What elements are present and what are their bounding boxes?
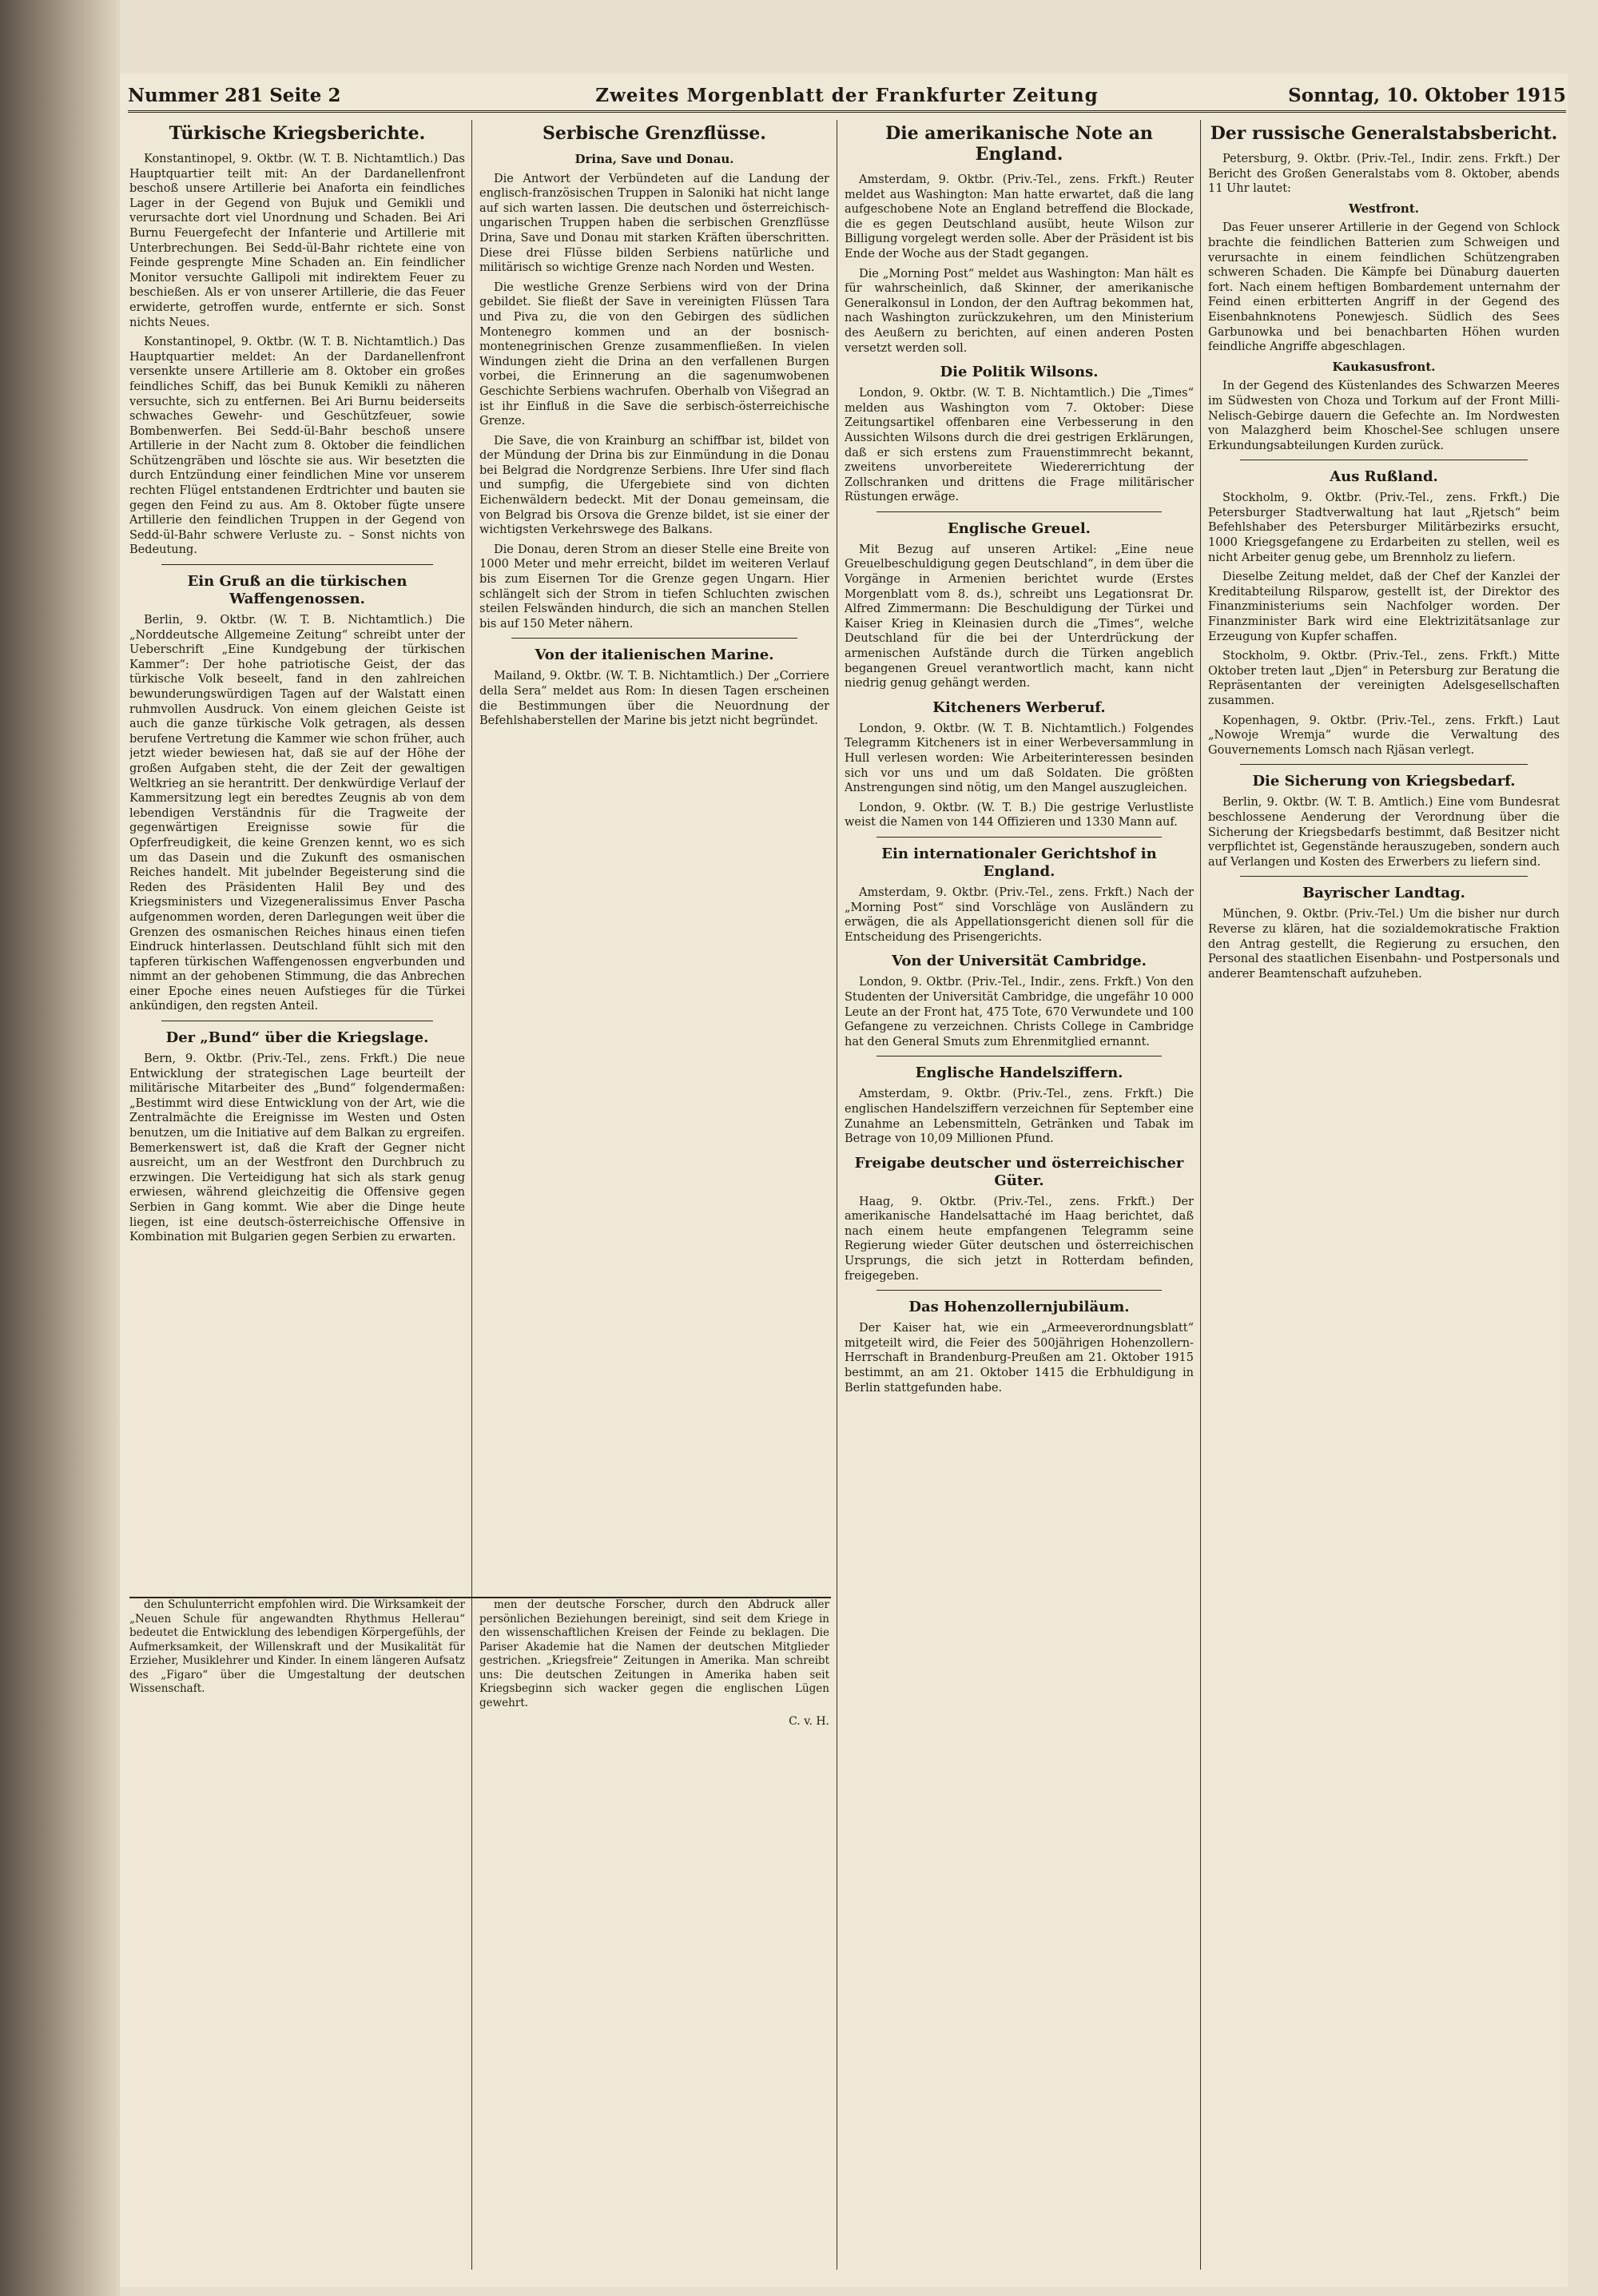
feuilleton-column-1 [129,1598,465,2270]
author-signature: C. v. H. [789,1715,829,1728]
divider [877,1290,1162,1291]
column-rule [471,120,472,2270]
book-binding [0,0,120,2296]
newspaper-title: Zweites Morgenblatt der Frankfurter Zeitung [595,85,1099,106]
column-2 [479,120,829,1578]
article-title: Aus Rußland. [1330,468,1438,486]
article-title: Bayrischer Landtag. [1302,885,1465,902]
article-paragraph: London, 9. Oktbr. (W. T. B. Nichtamtlich.) Folgendes Telegramm Kitcheners ist in einer Werbeversammlung in Hull verlesen worden: Wie Arbeiterinteressen besinden sich vor uns und um daß Soldaten. Die größten Anstrengungen sind nötig, um den Mangel auszugleichen. [845,722,1194,795]
article-paragraph: Die Antwort der Verbündeten auf die Landung der englisch-französischen Truppen in Saloniki hat nicht lange auf sich warten lassen. Die deutschen und österreichisch-ungarischen Truppen haben die serbischen Grenzflüsse Drina, Save und Donau mit starken Kräften überschritten. Diese drei Flüsse bilden Serbiens natürliche und militärisch so wichtige Grenze nach Norden und Westen. [479,172,829,275]
article-subtitle: Drina, Save und Donau. [574,152,734,166]
article-title: Die amerikanische Note an England. [885,123,1153,165]
article-paragraph: Der Kaiser hat, wie ein „Armeeverordnungsblatt“ mitgeteilt wird, die Feier des 500jährigen Hohenzollern-Herrschaft in Brandenburg-Preußen am 21. Oktober 1915 bestimmt, an am 21. Oktober 1415 die Erbhuldigung in Berlin stattgefunden habe. [845,1322,1194,1395]
page-header [128,80,1566,113]
article-title: Die Sicherung von Kriegsbedarf. [1252,773,1516,790]
article-title: Ein internationaler Gerichtshof in England. [881,845,1157,880]
column-3 [845,120,1194,2270]
article-paragraph: Konstantinopel, 9. Oktbr. (W. T. B. Nichtamtlich.) Das Hauptquartier meldet: An der Dardanellenfront versenkte unsere Artillerie am 8. Oktober ein großes feindliches Schiff, das bei Bunuk Kemikli zu näheren versuchte, sich zu entfernen. Bei Ari Burnu beiderseits schwaches Gewehr- und Geschützfeuer, sowie Bombenwerfen. Bei Sedd-ül-Bahr beschoß unsere Artillerie in der Nacht zum 8. Oktober die feindlichen Schützengräben und löschte sie aus. Wir besetzten die durch Entzündung einer feindlichen Mine vor unserem rechten Flügel entstandenen Erdtrichter und bauten sie gegen den Feind zu aus. Am 8. Oktober fügte unsere Artillerie den feindlichen Truppen in der Gegend von Sedd-ül-Bahr schwere Verluste zu. – Sonst nichts von Bedeutung. [129,336,465,557]
column-1 [129,120,465,1578]
article-title: Freigabe deutscher und österreichischer Güter. [854,1154,1184,1189]
article-paragraph: Konstantinopel, 9. Oktbr. (W. T. B. Nichtamtlich.) Das Hauptquartier teilt mit: An der Dardanellenfront beschoß unsere Artillerie bei Anaforta ein feindliches Lager in der Gegend von Bujuk und Gemikli und verursachte dort viel Unordnung und Schaden. Bei Ari Burnu Feuergefecht der Infanterie und Artillerie mit Unterbrechungen. Bei Sedd-ül-Bahr richtete eine von Feinde gesprengte Mine Schaden an. Ein feindlicher Monitor versuchte Gallipoli mit indirektem Feuer zu beschießen. Als er von unserer Artillerie, die das Feuer erwiderte, getroffen wurde, entfernte er sich. Sonst nichts Neues. [129,153,465,329]
article-paragraph: In der Gegend des Küstenlandes des Schwarzen Meeres im Südwesten von Choza und Torkum auf der Front Milli-Nelisch-Gebirge dauern die Gefechte an. Im Nordwesten von Malazgherd beim Khoschel-See schlugen unsere Erkundungsabteilungen Kurden zurück. [1208,380,1560,452]
article-title: Serbische Grenzflüsse. [543,123,766,144]
column-rule [1200,120,1201,2270]
article-paragraph: Berlin, 9. Oktbr. (W. T. B. Amtlich.) Eine vom Bundesrat beschlossene Aenderung der Verordnung über die Sicherung der Kriegsbedarfs bestimmt, daß Besitzer nicht verpflichtet ist, Gegenstände herauszugeben, sondern auch auf Verlangen und Kosten des Erwerbers zu liefern sind. [1208,796,1560,869]
article-paragraph: Mit Bezug auf unseren Artikel: „Eine neue Greuelbeschuldigung gegen Deutschland“, in dem über die Vorgänge in Armenien berichtet wurde (Erstes Morgenblatt vom 8. ds.), schreibt uns Legationsrat Dr. Alfred Zimmermann: Die Beschuldigung der Türkei und Kaiser Krieg in Kleinasien durch die „Times“, welche Deutschland für die bei der Unterdrückung der armenischen Aufstände durch die Türken angeblich begangenen Greuel verantwortlich macht, kann nicht niedrig genug gehängt werden. [845,543,1194,690]
issue-number: Nummer 281 Seite 2 [128,85,341,106]
article-title: Englische Handelsziffern. [915,1064,1123,1082]
article-title: Das Hohenzollernjubiläum. [908,1299,1130,1316]
article-paragraph: London, 9. Oktbr. (W. T. B. Nichtamtlich.) Die „Times“ melden aus Washington vom 7. Oktober: Diese Zeitungsartikel offenbaren eine Verbesserung in den Aussichten Wilsons durch die drei gestrigen Erklärungen, daß er sich erstens zum Frauenstimmrecht bekannt, zweitens unvorbereitete Wiedererrichtung der Zollschranken und drittens die Frage militärischer Rüstungen erwäge. [845,387,1194,504]
section-heading: Westfront. [1349,201,1419,216]
article-paragraph: Die Donau, deren Strom an dieser Stelle eine Breite von 1000 Meter und mehr erreicht, bildet im weiteren Verlauf bis zum Eisernen Tor die Grenze gegen Ungarn. Hier schlängelt sich der Strom in tiefen Schluchten zwischen steilen Felswänden hindurch, die sich an manchen Stellen bis auf 150 Meter nähern. [479,543,829,631]
article-paragraph: Mailand, 9. Oktbr. (W. T. B. Nichtamtlich.) Der „Corriere della Sera“ meldet aus Rom: In diesen Tagen erscheinen die Bestimmungen über die Neuordnung der Befehlshaberstellen der Marine bis jetzt nicht begründet. [479,670,829,728]
article-paragraph: Stockholm, 9. Oktbr. (Priv.-Tel., zens. Frkft.) Die Petersburger Stadtverwaltung hat laut „Rjetsch“ beim Befehlshaber des Petersburger Militärbezirks ersucht, 1000 Kriegsgefangene zu Erdarbeiten zu stellen, weil es nicht Arbeiter genug gebe, um Brennholz zu liefern. [1208,491,1560,564]
section-heading: Kaukasusfront. [1332,359,1436,374]
article-paragraph: Dieselbe Zeitung meldet, daß der Chef der Kanzlei der Kreditabteilung Rilsparow, gestellt ist, der Direktor des Finanzministeriums sein Nachfolger worden. Der Finanzminister Bark wird eine Elektrizitätsanlage zur Erzeugung von Kupfer schaffen. [1208,571,1560,643]
article-paragraph: Haag, 9. Oktbr. (Priv.-Tel., zens. Frkft.) Der amerikanische Handelsattaché im Haag berichtet, daß nach einem heute empfangenen Telegramm seine Regierung wieder Güter deutschen und österreichischen Ursprungs, die sich jetzt in Rotterdam befinden, freigegeben. [845,1195,1194,1283]
divider [1240,876,1528,877]
article-title: Ein Gruß an die türkischen Waffengenossen. [187,573,407,608]
article-paragraph: Stockholm, 9. Oktbr. (Priv.-Tel., zens. Frkft.) Mitte Oktober treten laut „Djen“ in Petersburg zur Beratung die Repräsentanten der vereinigten Adelsgesellschaften zusammen. [1208,650,1560,707]
article-paragraph: Berlin, 9. Oktbr. (W. T. B. Nichtamtlich.) Die „Norddeutsche Allgemeine Zeitung“ schreibt unter der Ueberschrift „Eine Kundgebung der türkischen Kammer“: Der hohe patriotische Geist, der das türkische Volk beseelt, fand in den zahlreichen bewunderungswürdigen Tagen auf der Walstatt einen ruhmvollen Ausdruck. Von einem gleichen Geiste ist auch die ganze türkische Volk getragen, als dessen berufene Vertretung die Kammer wie schon früher, auch jetzt wieder bewiesen hat, daß sie auf der Höhe der großen Aufgaben steht, die der Zeit der gewaltigen Weltkrieg an sie herantritt. Der denkwürdige Verlauf der Kammersitzung legt ein beredtes Zeugnis ab von dem lebendigen Verständnis für die Tragweite der gegenwärtigen Ereignisse sowie für die Opferfreudigkeit, die keine Grenzen kennt, wo es sich um das Dasein und die Zukunft des osmanischen Reiches handelt. Mit jubelnder Begeisterung sind die Reden des Präsidenten Halil Bey und des Kriegsministers und Vizegeneralissimus Enver Pascha aufgenommen worden, deren Darlegungen weit über die Grenzen des osmanischen Reiches hinaus einen tiefen Eindruck hinterlassen. Deutschland fühlt sich mit den tapferen türkischen Waffengenossen engverbunden und nimmt an der gehobenen Stimmung, die das Anbrechen einer Epoche eines neuen Aufstieges für die Türkei ankündigen, den regsten Anteil. [129,614,465,1013]
divider [877,837,1162,838]
article-title: Die Politik Wilsons. [940,364,1099,381]
article-paragraph: Amsterdam, 9. Oktbr. (Priv.-Tel., zens. Frkft.) Die englischen Handelsziffern verzeichnen für September eine Zunahme an Lebensmitteln, Getränken und Tabak im Betrage von 10,09 Millionen Pfund. [845,1088,1194,1146]
article-paragraph: Die westliche Grenze Serbiens wird von der Drina gebildet. Sie fließt der Save in vereinigten Flüssen Tara und Piva zu, die von den Gebirgen des südlichen Montenegro kommen und an der bosnisch-montenegrinischen Grenze zusammenfließen. In vielen Windungen zieht die Drina an den verfallenen Burgen vorbei, die Erinnerung an die sagenumwobenen Geschichte Serbiens wachrufen. Oberhalb von Višegrad an ist ihr Einfluß in die Save die serbisch-österreichische Grenze. [479,281,829,428]
article-paragraph: Petersburg, 9. Oktbr. (Priv.-Tel., Indir. zens. Frkft.) Der Bericht des Großen Generalstabs vom 8. Oktober, abends 11 Uhr lautet: [1208,153,1560,196]
article-paragraph: Amsterdam, 9. Oktbr. (Priv.-Tel., zens. Frkft.) Nach der „Morning Post“ sind Vorschläge von Ausländern zu erwägen, die als Appellationsgericht dienen soll für die Entscheidung des Prisengerichts. [845,885,1194,944]
article-title: Der „Bund“ über die Kriegslage. [165,1029,429,1047]
article-title: Englische Greuel. [948,519,1091,537]
article-paragraph: Das Feuer unserer Artillerie in der Gegend von Schlock brachte die feindlichen Batterien zum Schweigen und verursachte in einem feindlichen Schützengraben schweren Schaden. Die Kämpfe bei Dünaburg dauerten fort. Nach einem heftigen Bombardement unternahm der Feind einen erbitterten Angriff in der Gegend des Eisenbahnknotens Ponewjesch. Südlich des Sees Garbunowka und bei benachbarten Höhen wurden feindliche Angriffe abgeschlagen. [1208,221,1560,354]
article-title: Von der Universität Cambridge. [892,953,1147,970]
article-paragraph: Die Save, die von Krainburg an schiffbar ist, bildet von der Mündung der Drina bis zur Einmündung in die Donau bei Belgrad die Nordgrenze Serbiens. Ihre Ufer sind flach und sumpfig, die Ufergebiete sind von dichten Eichenwäldern bedeckt. Mit der Donau gemeinsam, die von Belgrad bis Orsova die Grenze bildet, ist sie einer der wichtigsten Verkehrswege des Balkans. [479,434,829,537]
article-paragraph: Amsterdam, 9. Oktbr. (Priv.-Tel., zens. Frkft.) Reuter meldet aus Washington: Man hatte erwartet, daß die lang aufgeschobene Note an England betreffend die Blockade, die es gegen Deutschland ausübt, heute Wilson zur Billigung vorgelegt werden solle. Aber der Präsident ist bis Ende der Woche aus der Stadt gegangen. [845,173,1194,261]
feuilleton-paragraph: men der deutsche Forscher, durch den Abdruck aller persönlichen Beziehungen bereinigt, sind seit dem Kriege in den wissenschaftlichen Kreisen der Feinde zu beklagen. Die Pariser Akademie hat die Namen der deutschen Mitglieder gestrichen. „Kriegsfreie“ Zeitungen in Amerika. Man schreibt uns: Die deutschen Zeitungen in Amerika haben seit Kriegsbeginn sich wacker gegen die englischen Lügen gewehrt. [479,1598,829,1709]
feuilleton-paragraph: den Schulunterricht empfohlen wird. Die Wirksamkeit der „Neuen Schule für angewandten Rhythmus Hellerau“ bedeutet die Entwicklung des lebendigen Körpergefühls, der Aufmerksamkeit, der Willenskraft und der Musikalität für Erzieher, Musiklehrer und Kinder. In einem längeren Aufsatz des „Figaro“ über die Umgestaltung der deutschen Wissenschaft. [129,1598,465,1695]
issue-date: Sonntag, 10. Oktober 1915 [1288,85,1566,106]
divider [161,564,433,565]
article-paragraph: Bern, 9. Oktbr. (Priv.-Tel., zens. Frkft.) Die neue Entwicklung der strategischen Lage beurteilt der militärische Mitarbeiter des „Bund“ folgendermaßen: „Bestimmt wird diese Entwicklung von der Art, wie die Zentralmächte die Ereignisse im Westen und Osten benutzen, um die Initiative auf dem Balkan zu ergreifen. Bemerkenswert ist, daß die Kraft der Gegner nicht ausreicht, um an der Westfront den Durchbruch zu erzwingen. Die Verteidigung hat sich als stark genug erwiesen, während gleichzeitig die Offensive gegen Serbien in Gang kommt. Wie aber die Dinge heute liegen, ist eine deutsch-österreichische Offensive in Kombination mit Bulgarien gegen Serbien zu erwarten. [129,1052,465,1244]
article-title: Türkische Kriegsberichte. [169,123,426,144]
article-paragraph: London, 9. Oktbr. (Priv.-Tel., Indir., zens. Frkft.) Von den Studenten der Universität Cambridge, die ungefähr 10 000 Leute an der Front hat, 475 Tote, 670 Verwundete und 100 Gefangene zu verzeichnen. Christs College in Cambridge hat den General Smuts zum Ehrenmitglied ernannt. [845,976,1194,1049]
divider [1240,764,1528,765]
article-paragraph: London, 9. Oktbr. (W. T. B.) Die gestrige Verlustliste weist die Namen von 144 Offizieren und 1330 Mann auf. [845,801,1194,830]
article-paragraph: Die „Morning Post“ meldet aus Washington: Man hält es für wahrscheinlich, daß Skinner, der amerikanische Generalkonsul in London, der den Auftrag bekommen hat, nach Washington zurückzukehren, um den Ministerium des Aeußern zu berichten, auf einen anderen Posten versetzt werden soll. [845,267,1194,355]
article-title: Von der italienischen Marine. [535,647,774,664]
article-title: Der russische Generalstabsbericht. [1210,123,1558,144]
article-title: Kitcheners Werberuf. [932,698,1106,716]
article-paragraph: Kopenhagen, 9. Oktbr. (Priv.-Tel., zens. Frkft.) Laut „Nowoje Wremja“ wurde die Verwaltung des Gouvernements Lomsch nach Rjäsan verlegt. [1208,714,1560,757]
divider [877,511,1162,512]
feuilleton-column-2 [479,1598,829,2270]
column-4 [1208,120,1560,2270]
divider [511,638,797,639]
article-paragraph: München, 9. Oktbr. (Priv.-Tel.) Um die bisher nur durch Reverse zu klären, hat die sozialdemokratische Fraktion den Antrag gestellt, die Regierung zu ersuchen, den Personal des staatlichen Eisenbahn- und Postpersonals und anderer Beamtenschaft aufzuheben. [1208,908,1560,981]
